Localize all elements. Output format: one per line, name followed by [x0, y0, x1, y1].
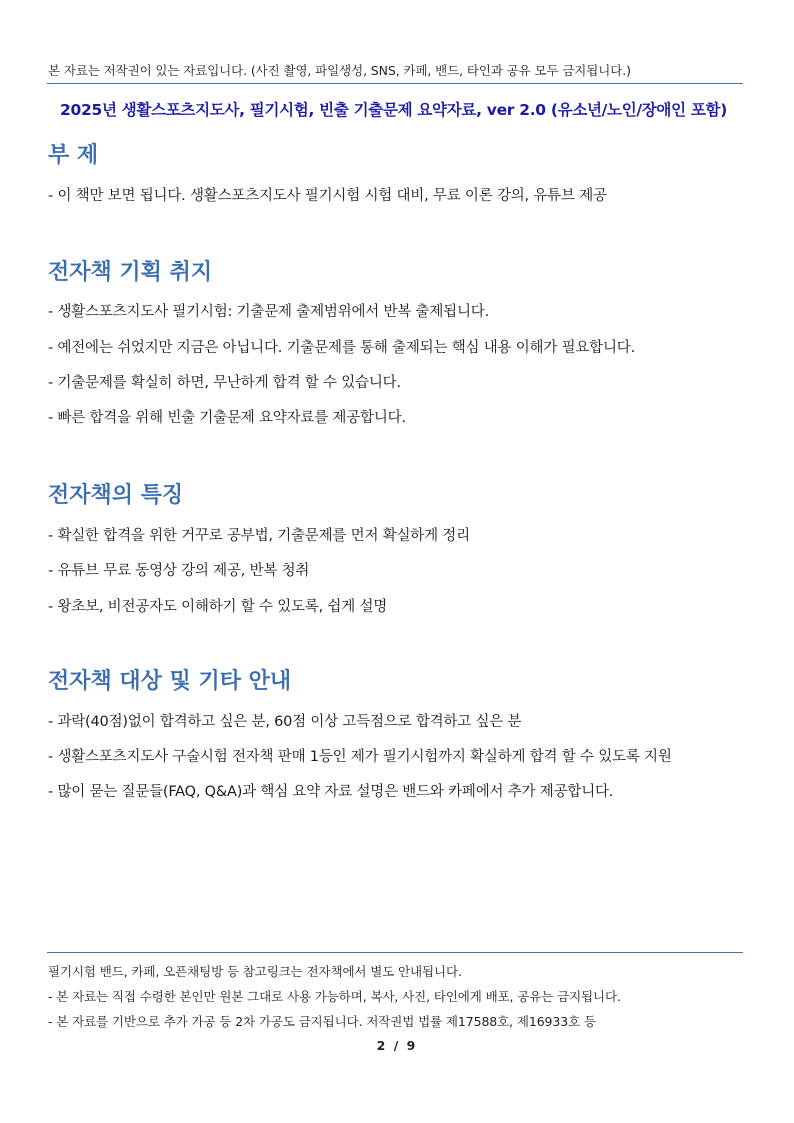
list-item: - 유튜브 무료 동영상 강의 제공, 반복 청취 — [48, 563, 310, 579]
list-item: - 확실한 합격을 위한 거꾸로 공부법, 기출문제를 먼저 확실하게 정리 — [48, 528, 470, 544]
list-item: - 이 책만 보면 됩니다. 생활스포츠지도사 필기시험 시험 대비, 무료 이론 강의, 유튜브 제공 — [48, 188, 607, 204]
list-item: - 왕초보, 비전공자도 이해하기 할 수 있도록, 쉽게 설명 — [48, 599, 388, 615]
list-item: - 생활스포츠지도사 구술시험 전자책 판매 1등인 제가 필기시험까지 확실하게 합격 할 수 있도록 지원 — [48, 749, 672, 765]
list-item: - 기출문제를 확실히 하면, 무난하게 합격 할 수 있습니다. — [48, 375, 401, 391]
footer-divider — [47, 952, 743, 953]
footer-note: - 본 자료는 직접 수령한 본인만 원본 그대로 사용 가능하며, 복사, 사진, 타인에게 배포, 공유는 금지됩니다. — [48, 989, 621, 1004]
list-item: - 과락(40점)없이 합격하고 싶은 분, 60점 이상 고득점으로 합격하고 싶은 분 — [48, 714, 522, 730]
section-heading-features: 전자책의 특징 — [48, 483, 184, 508]
document-title: 2025년 생활스포츠지도사, 필기시험, 빈출 기출문제 요약자료, ver 2.0 (유소년/노인/장애인 포함) — [60, 101, 727, 119]
list-item: - 많이 묻는 질문들(FAQ, Q&A)과 핵심 요약 자료 설명은 밴드와 카페에서 추가 제공합니다. — [48, 784, 614, 800]
section-heading-audience: 전자책 대상 및 기타 안내 — [48, 669, 292, 694]
list-item: - 생활스포츠지도사 필기시험: 기출문제 출제범위에서 반복 출제됩니다. — [48, 304, 489, 320]
footer-note: - 본 자료를 기반으로 추가 가공 등 2차 가공도 금지됩니다. 저작권법 법률 제17588호, 제16933호 등 — [48, 1014, 596, 1029]
copyright-header-note: 본 자료는 저작권이 있는 자료입니다. (사진 촬영, 파일생성, SNS, 카페, 밴드, 타인과 공유 모두 금지됩니다.) — [48, 63, 631, 78]
list-item: - 빠른 합격을 위해 빈출 기출문제 요약자료를 제공합니다. — [48, 410, 406, 426]
list-item: - 예전에는 쉬었지만 지금은 아닙니다. 기출문제를 통해 출제되는 핵심 내용 이해가 필요합니다. — [48, 340, 636, 356]
header-divider — [47, 83, 743, 84]
section-heading-subtitle: 부 제 — [48, 143, 99, 168]
section-heading-purpose: 전자책 기획 취지 — [48, 260, 213, 285]
page-number: 2 / 9 — [376, 1038, 418, 1053]
footer-note: 필기시험 밴드, 카페, 오픈채팅방 등 참고링크는 전자책에서 별도 안내됩니다. — [48, 964, 462, 979]
